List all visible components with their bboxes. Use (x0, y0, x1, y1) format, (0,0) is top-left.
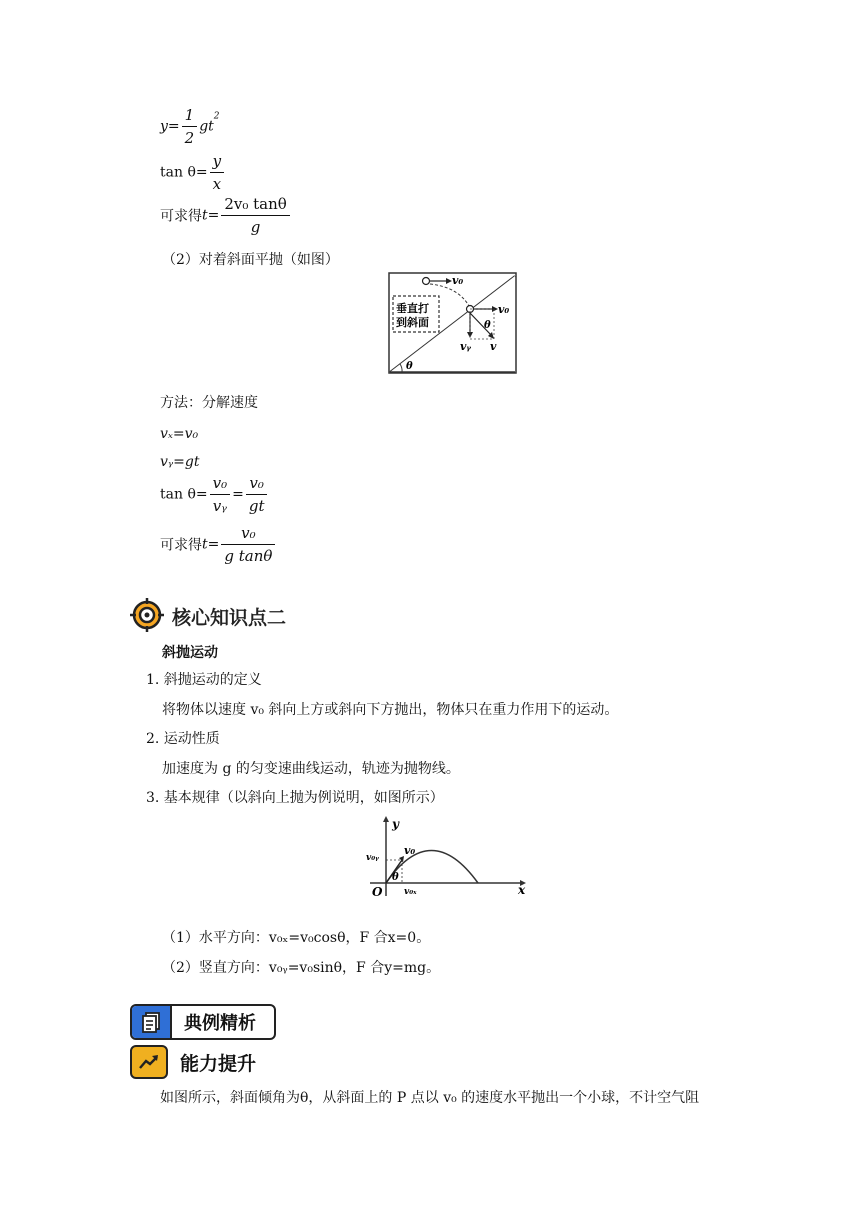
problem-text: 如图所示，斜面倾角为θ，从斜面上的 P 点以 v₀ 的速度水平抛出一个小球，不计空气阻 (160, 1090, 700, 1106)
svg-text:v₀ᵧ: v₀ᵧ (366, 853, 379, 863)
method-text: 方法：分解速度 (160, 395, 258, 411)
svg-text:垂直打: 垂直打 (396, 302, 429, 315)
projectile-figure (366, 814, 532, 898)
svg-text:θ: θ (392, 872, 399, 883)
svg-text:到斜面: 到斜面 (396, 316, 429, 329)
item2-title: 2. 运动性质 (146, 731, 220, 747)
svg-text:x: x (518, 883, 526, 897)
parabola (386, 851, 478, 884)
svg-text:y: y (392, 817, 399, 831)
examples-badge-label: 典例精析 (184, 1013, 256, 1034)
subheading: 斜抛运动 (162, 645, 218, 661)
svg-text:v: v (490, 340, 497, 353)
equation-y: y= $\frac{1}{2}$ $gt^2$ (160, 106, 220, 147)
item2-text: 加速度为 g 的匀变速曲线运动，轨迹为抛物线。 (162, 761, 460, 777)
slope-figure (388, 272, 518, 376)
t-result-equation: 可求得t= $\frac{\text{v₀}}{\text{g tanθ}}$ (160, 522, 277, 567)
equation-t-result-1: 可求得t= $\frac{\text{2v₀ tanθ}}{g}$ (160, 193, 292, 238)
svg-text:v₀: v₀ (404, 844, 416, 857)
rule2-vertical: （2）竖直方向：v₀ᵧ=v₀sinθ，F 合y=mg。 (162, 960, 441, 976)
svg-text:v₀ₓ: v₀ₓ (404, 887, 417, 897)
svg-text:v₀: v₀ (498, 303, 510, 316)
ball-start (423, 278, 430, 285)
svg-text:θ: θ (406, 361, 413, 372)
svg-text:vᵧ: vᵧ (460, 340, 471, 353)
document-icon (132, 1006, 172, 1038)
examples-badge (130, 1004, 276, 1040)
svg-text:θ: θ (484, 320, 491, 331)
item3-title: 3. 基本规律（以斜向上抛为例说明，如图所示） (146, 790, 444, 806)
target-icon (130, 598, 164, 632)
svg-text:O: O (372, 885, 383, 898)
ability-badge (130, 1044, 256, 1080)
ability-badge-label: 能力提升 (180, 1052, 257, 1075)
vy-equation: vᵧ=gt (160, 454, 200, 470)
rule1-horizontal: （1）水平方向：v₀ₓ=v₀cosθ，F 合x=0。 (162, 930, 431, 946)
part2-title: （2）对着斜面平抛（如图） (162, 252, 339, 268)
section-heading: 核心知识点二 (172, 607, 287, 629)
svg-text:v₀: v₀ (452, 274, 464, 287)
item1-text: 将物体以速度 v₀ 斜向上方或斜向下方抛出，物体只在重力作用下的运动。 (162, 702, 619, 718)
tan-equation: tan θ= $\frac{\text{v₀}}{\text{vᵧ}}$ = $\frac{\text{v₀}}{gt}$ (160, 472, 269, 517)
equation-tan: tan θ= $\frac{y}{x}$ (160, 150, 226, 195)
item1-title: 1. 斜抛运动的定义 (146, 672, 262, 688)
vx-equation: vₓ=v₀ (160, 426, 199, 442)
trend-up-icon (130, 1045, 168, 1079)
